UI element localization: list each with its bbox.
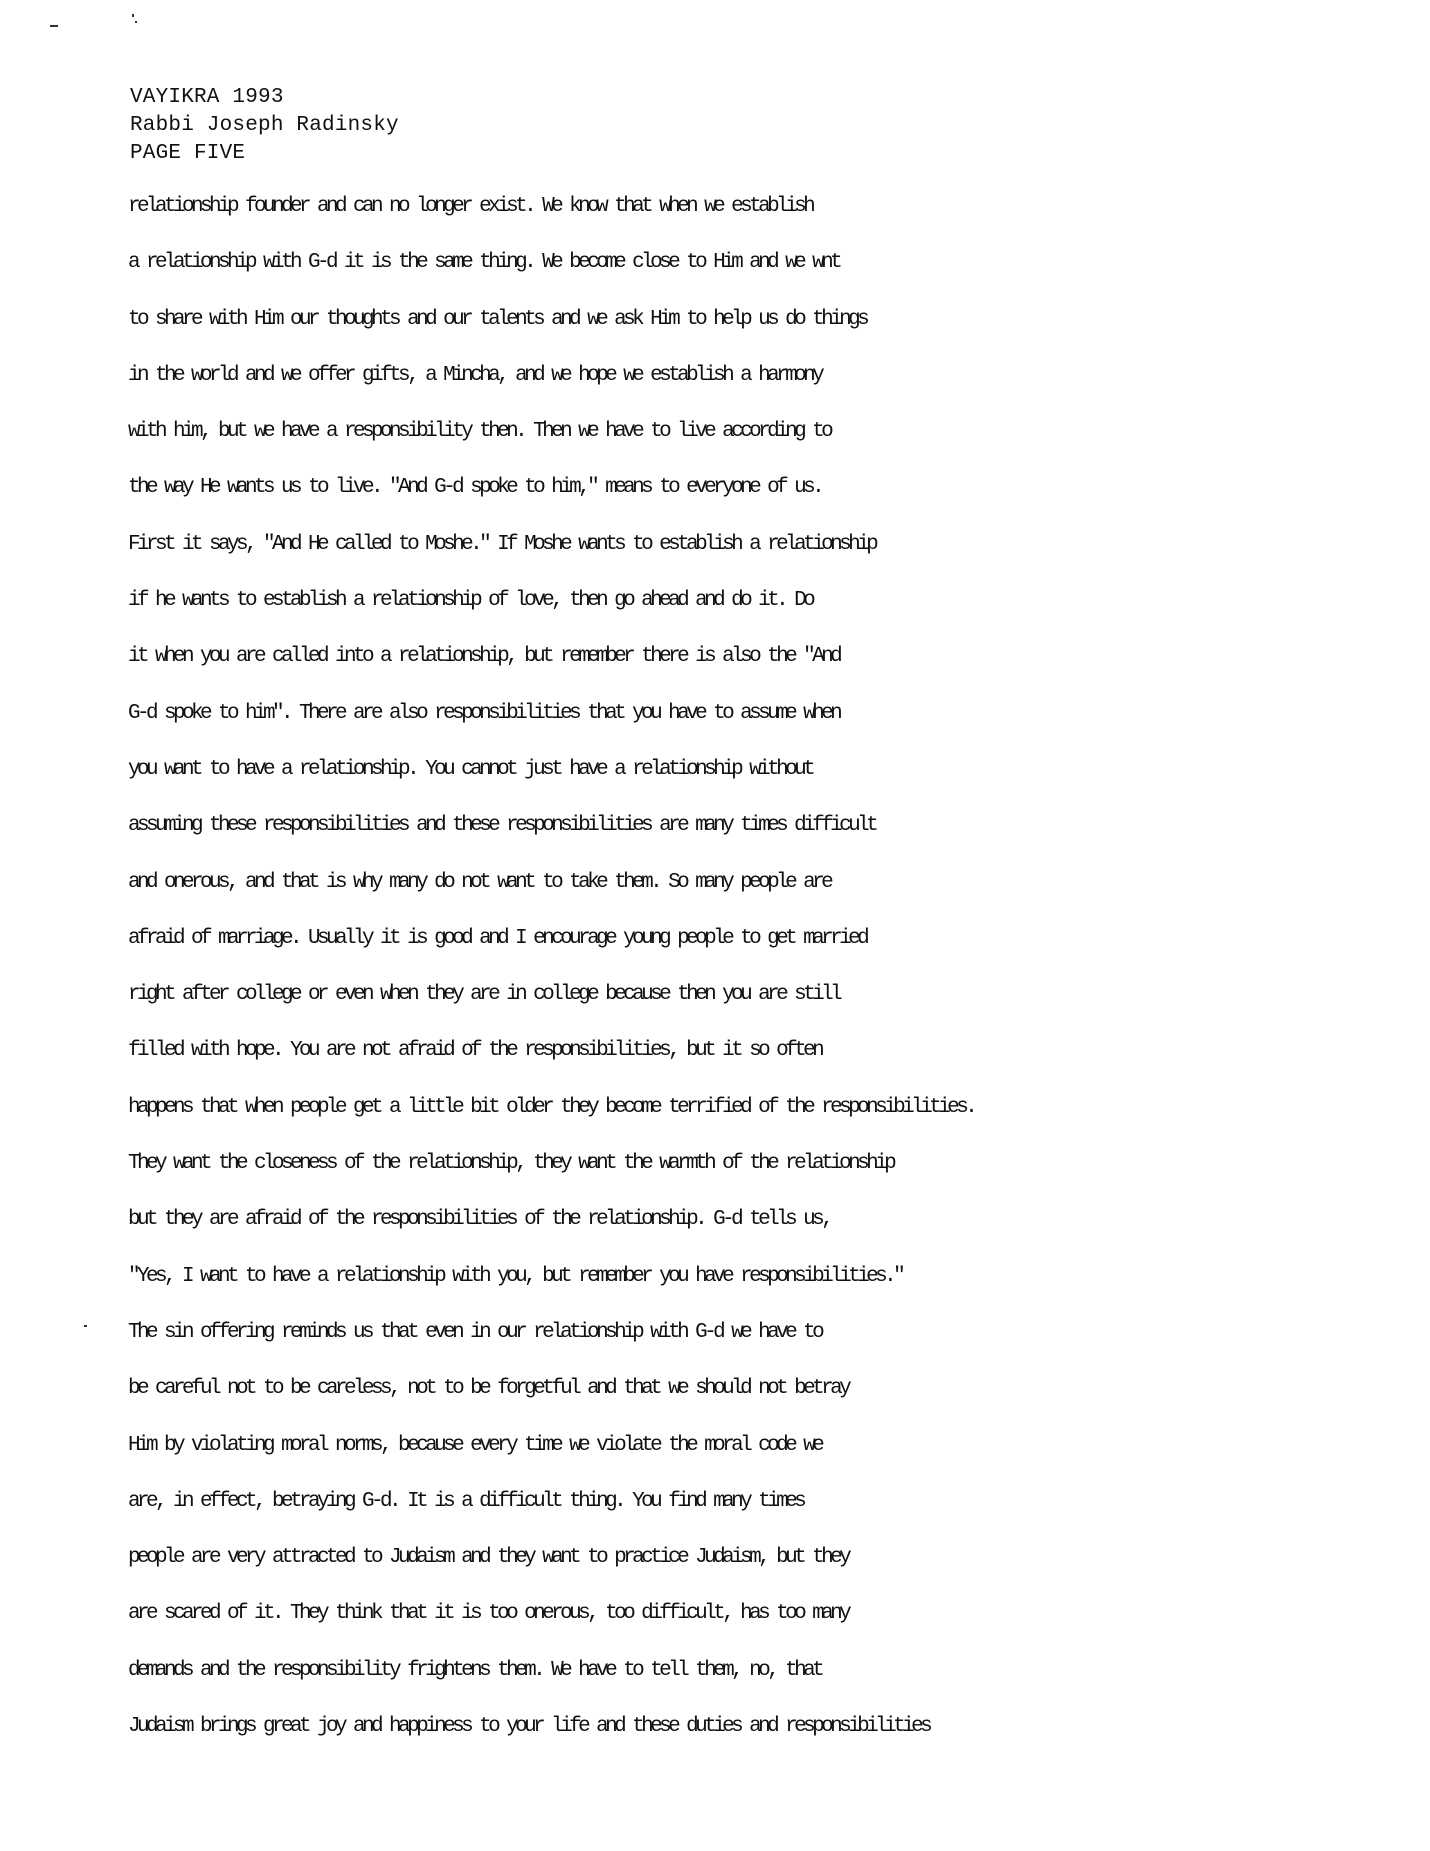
text-line: it when you are called into a relationship, but remember there is also the "And (128, 645, 840, 669)
text-line: in the world and we offer gifts, a Mincha, and we hope we establish a harmony (128, 363, 822, 387)
text-line: and onerous, and that is why many do not want to take them. So many people are (128, 870, 831, 894)
text-line: you want to have a relationship. You cannot just have a relationship without (128, 757, 813, 781)
text-line: with him, but we have a responsibility then. Then we have to live according to (128, 420, 831, 444)
text-line: a relationship with G-d it is the same thing. We become close to Him and we wnt (128, 251, 840, 275)
text-line: if he wants to establish a relationship of love, then go ahead and do it. Do (128, 589, 813, 613)
text-line: people are very attracted to Judaism and they want to practice Judaism, but they (128, 1546, 849, 1570)
scan-mark (132, 14, 134, 17)
text-line: Judaism brings great joy and happiness to your life and these duties and responsibilities (128, 1715, 930, 1739)
text-line: be careful not to be careless, not to be forgetful and that we should not betray (128, 1377, 849, 1401)
text-line: relationship founder and can no longer exist. We know that when we establish (128, 195, 813, 218)
text-line: but they are afraid of the responsibilities of the relationship. G-d tells us, (128, 1208, 831, 1232)
document-header (130, 84, 399, 168)
document-title: VAYIKRA 1993 (130, 86, 284, 109)
text-line: filled with hope. You are not afraid of the responsibilities, but it so often (128, 1039, 822, 1063)
text-line: assuming these responsibilities and these responsibilities are many times difficult (128, 814, 876, 838)
text-line: The sin offering reminds us that even in our relationship with G-d we have to (128, 1320, 822, 1344)
text-line: Him by violating moral norms, because every time we violate the moral code we (128, 1433, 822, 1457)
text-line: They want the closeness of the relationship, they want the warmth of the relationship (128, 1152, 894, 1176)
text-line: are, in effect, betraying G-d. It is a difficult thing. You find many times (128, 1489, 804, 1513)
text-line: First it says, "And He called to Moshe." If Moshe wants to establish a relationship (128, 532, 876, 556)
text-line: demands and the responsibility frightens them. We have to tell them, no, that (128, 1658, 822, 1682)
text-line: the way He wants us to live. "And G-d spoke to him," means to everyone of us. (128, 476, 822, 500)
text-line: right after college or even when they are in college because then you are still (128, 983, 840, 1007)
body-text (128, 192, 1418, 1768)
page-label: PAGE FIVE (130, 142, 246, 165)
text-line: happens that when people get a little bit older they become terrified of the responsibilities. (128, 1095, 975, 1119)
document-author: Rabbi Joseph Radinsky (130, 114, 399, 137)
text-line: to share with Him our thoughts and our talents and we ask Him to help us do things (128, 307, 867, 331)
text-line: G-d spoke to him". There are also responsibilities that you have to assume when (128, 701, 840, 725)
text-line: "Yes, I want to have a relationship with you, but remember you have responsibilities." (128, 1264, 903, 1288)
scan-mark (135, 21, 137, 23)
scan-mark (84, 1325, 87, 1327)
text-line: afraid of marriage. Usually it is good and I encourage young people to get married (128, 926, 867, 950)
scan-mark (50, 25, 58, 27)
text-line: are scared of it. They think that it is too onerous, too difficult, has too many (128, 1602, 849, 1626)
